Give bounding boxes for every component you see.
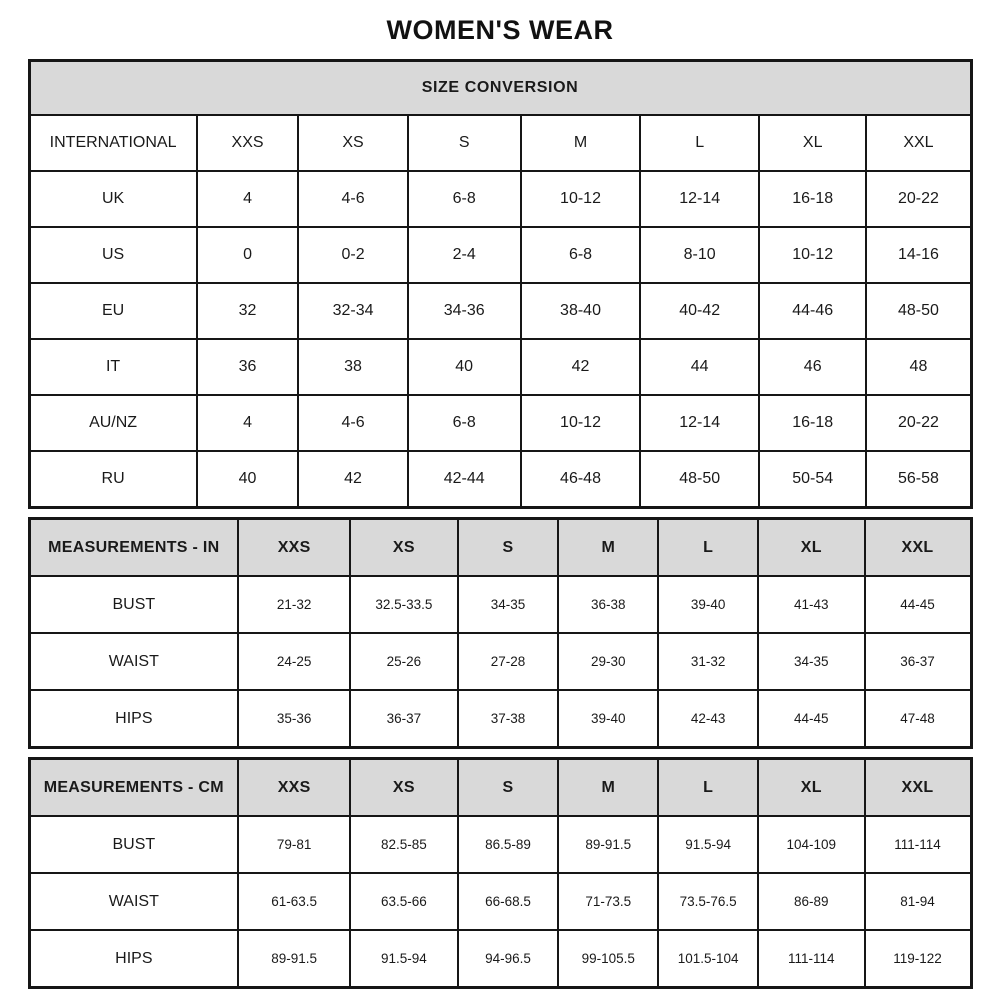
row-label: AU/NZ xyxy=(29,395,197,451)
size-conversion-banner-row xyxy=(29,61,971,116)
value-cell: 4 xyxy=(197,395,299,451)
value-cell: 42-44 xyxy=(408,451,521,508)
value-cell: 34-35 xyxy=(458,576,559,633)
header-cell: XXS xyxy=(238,759,350,817)
table-row-waist-in xyxy=(29,633,971,690)
value-cell: 44-45 xyxy=(758,690,864,748)
size-conversion-banner: SIZE CONVERSION xyxy=(29,61,971,116)
value-cell: 10-12 xyxy=(759,227,866,283)
header-cell: XS xyxy=(350,759,457,817)
header-cell: MEASUREMENTS - CM xyxy=(29,759,238,817)
value-cell: 12-14 xyxy=(640,171,759,227)
table-row-it xyxy=(29,339,971,395)
value-cell: 20-22 xyxy=(866,171,971,227)
header-cell: L xyxy=(640,115,759,171)
value-cell: 0-2 xyxy=(298,227,407,283)
value-cell: 39-40 xyxy=(658,576,758,633)
value-cell: 111-114 xyxy=(865,816,972,873)
header-cell: L xyxy=(658,519,758,577)
row-label: BUST xyxy=(29,816,238,873)
header-cell: M xyxy=(558,759,658,817)
header-cell: XS xyxy=(350,519,457,577)
value-cell: 4 xyxy=(197,171,299,227)
value-cell: 44-45 xyxy=(865,576,972,633)
value-cell: 91.5-94 xyxy=(658,816,758,873)
size-conversion-header-row xyxy=(29,115,971,171)
value-cell: 10-12 xyxy=(521,171,641,227)
value-cell: 35-36 xyxy=(238,690,350,748)
row-label: US xyxy=(29,227,197,283)
table-row-hips-in xyxy=(29,690,971,748)
value-cell: 40-42 xyxy=(640,283,759,339)
value-cell: 14-16 xyxy=(866,227,971,283)
header-cell: S xyxy=(458,519,559,577)
table-row-us xyxy=(29,227,971,283)
value-cell: 66-68.5 xyxy=(458,873,559,930)
measurements-in-table xyxy=(28,517,973,749)
size-conversion-table xyxy=(28,59,973,509)
value-cell: 25-26 xyxy=(350,633,457,690)
header-cell: XXL xyxy=(866,115,971,171)
value-cell: 29-30 xyxy=(558,633,658,690)
value-cell: 40 xyxy=(197,451,299,508)
value-cell: 2-4 xyxy=(408,227,521,283)
header-cell: XXS xyxy=(197,115,299,171)
row-label: WAIST xyxy=(29,633,238,690)
value-cell: 16-18 xyxy=(759,395,866,451)
value-cell: 12-14 xyxy=(640,395,759,451)
row-label: RU xyxy=(29,451,197,508)
value-cell: 82.5-85 xyxy=(350,816,457,873)
value-cell: 48 xyxy=(866,339,971,395)
value-cell: 86.5-89 xyxy=(458,816,559,873)
header-cell: XXL xyxy=(865,759,972,817)
value-cell: 99-105.5 xyxy=(558,930,658,988)
value-cell: 6-8 xyxy=(521,227,641,283)
value-cell: 111-114 xyxy=(758,930,864,988)
table-row-ru xyxy=(29,451,971,508)
value-cell: 27-28 xyxy=(458,633,559,690)
size-chart-page xyxy=(28,0,973,989)
value-cell: 79-81 xyxy=(238,816,350,873)
value-cell: 42-43 xyxy=(658,690,758,748)
value-cell: 8-10 xyxy=(640,227,759,283)
row-label: WAIST xyxy=(29,873,238,930)
value-cell: 94-96.5 xyxy=(458,930,559,988)
value-cell: 39-40 xyxy=(558,690,658,748)
measurements-in-header-row xyxy=(29,519,971,577)
value-cell: 81-94 xyxy=(865,873,972,930)
value-cell: 34-35 xyxy=(758,633,864,690)
value-cell: 34-36 xyxy=(408,283,521,339)
value-cell: 31-32 xyxy=(658,633,758,690)
header-cell: XXS xyxy=(238,519,350,577)
value-cell: 20-22 xyxy=(866,395,971,451)
table-row-uk xyxy=(29,171,971,227)
value-cell: 63.5-66 xyxy=(350,873,457,930)
value-cell: 91.5-94 xyxy=(350,930,457,988)
value-cell: 86-89 xyxy=(758,873,864,930)
value-cell: 50-54 xyxy=(759,451,866,508)
value-cell: 41-43 xyxy=(758,576,864,633)
value-cell: 32.5-33.5 xyxy=(350,576,457,633)
header-cell: M xyxy=(558,519,658,577)
table-row-aunz xyxy=(29,395,971,451)
value-cell: 10-12 xyxy=(521,395,641,451)
measurements-cm-header-row xyxy=(29,759,971,817)
value-cell: 44 xyxy=(640,339,759,395)
row-label: HIPS xyxy=(29,930,238,988)
value-cell: 36-37 xyxy=(865,633,972,690)
header-cell: INTERNATIONAL xyxy=(29,115,197,171)
row-label: UK xyxy=(29,171,197,227)
value-cell: 0 xyxy=(197,227,299,283)
header-cell: XXL xyxy=(865,519,972,577)
value-cell: 6-8 xyxy=(408,171,521,227)
value-cell: 56-58 xyxy=(866,451,971,508)
table-row-bust-cm xyxy=(29,816,971,873)
header-cell: S xyxy=(458,759,559,817)
value-cell: 61-63.5 xyxy=(238,873,350,930)
value-cell: 36-38 xyxy=(558,576,658,633)
value-cell: 119-122 xyxy=(865,930,972,988)
value-cell: 32-34 xyxy=(298,283,407,339)
value-cell: 89-91.5 xyxy=(238,930,350,988)
value-cell: 36 xyxy=(197,339,299,395)
value-cell: 104-109 xyxy=(758,816,864,873)
header-cell: L xyxy=(658,759,758,817)
page-title: WOMEN'S WEAR xyxy=(386,15,614,45)
measurements-cm-table xyxy=(28,757,973,989)
table-row-bust-in xyxy=(29,576,971,633)
value-cell: 73.5-76.5 xyxy=(658,873,758,930)
table-row-hips-cm xyxy=(29,930,971,988)
value-cell: 32 xyxy=(197,283,299,339)
value-cell: 101.5-104 xyxy=(658,930,758,988)
table-row-eu xyxy=(29,283,971,339)
value-cell: 89-91.5 xyxy=(558,816,658,873)
value-cell: 38-40 xyxy=(521,283,641,339)
header-cell: MEASUREMENTS - IN xyxy=(29,519,238,577)
row-label: HIPS xyxy=(29,690,238,748)
value-cell: 4-6 xyxy=(298,395,407,451)
value-cell: 46 xyxy=(759,339,866,395)
value-cell: 21-32 xyxy=(238,576,350,633)
row-label: BUST xyxy=(29,576,238,633)
value-cell: 24-25 xyxy=(238,633,350,690)
value-cell: 16-18 xyxy=(759,171,866,227)
value-cell: 48-50 xyxy=(866,283,971,339)
header-cell: M xyxy=(521,115,641,171)
value-cell: 47-48 xyxy=(865,690,972,748)
value-cell: 40 xyxy=(408,339,521,395)
value-cell: 36-37 xyxy=(350,690,457,748)
table-row-waist-cm xyxy=(29,873,971,930)
header-cell: XS xyxy=(298,115,407,171)
header-cell: XL xyxy=(759,115,866,171)
value-cell: 48-50 xyxy=(640,451,759,508)
row-label: EU xyxy=(29,283,197,339)
value-cell: 37-38 xyxy=(458,690,559,748)
value-cell: 46-48 xyxy=(521,451,641,508)
value-cell: 44-46 xyxy=(759,283,866,339)
value-cell: 42 xyxy=(298,451,407,508)
row-label: IT xyxy=(29,339,197,395)
value-cell: 4-6 xyxy=(298,171,407,227)
header-cell: S xyxy=(408,115,521,171)
header-cell: XL xyxy=(758,519,864,577)
header-cell: XL xyxy=(758,759,864,817)
value-cell: 38 xyxy=(298,339,407,395)
value-cell: 6-8 xyxy=(408,395,521,451)
value-cell: 42 xyxy=(521,339,641,395)
value-cell: 71-73.5 xyxy=(558,873,658,930)
